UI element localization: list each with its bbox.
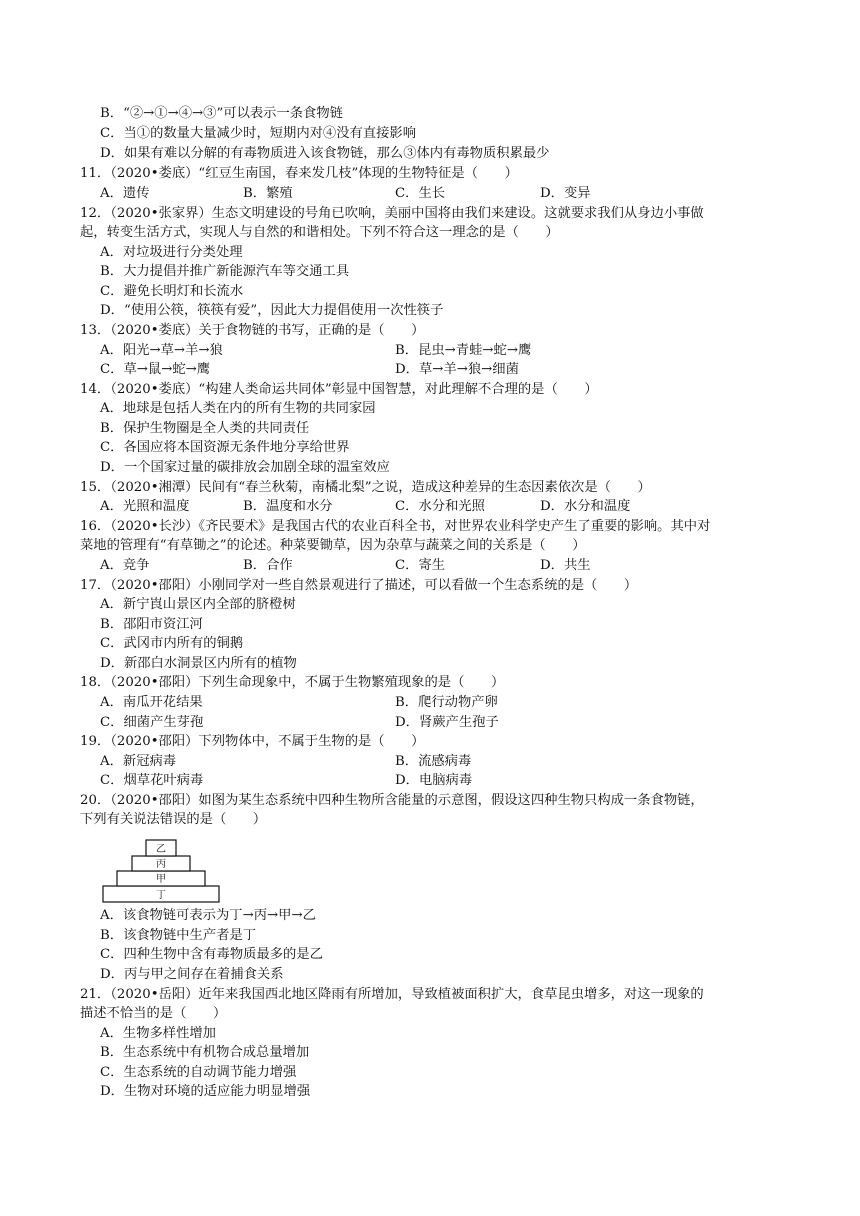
- option-b: B．温度和水分: [243, 499, 333, 514]
- option-c: C．水分和光照: [395, 499, 485, 514]
- option-a: A．南瓜开花结果: [100, 695, 203, 710]
- option-d: D．共生: [540, 558, 591, 573]
- option-a: A．阳光→草→羊→狼: [100, 343, 223, 358]
- option-c: C．烟草花叶病毒: [100, 773, 204, 788]
- option-b: B．爬行动物产卵: [395, 695, 498, 710]
- option-b: B．流感病毒: [395, 754, 472, 769]
- option-a: A．新冠病毒: [100, 754, 177, 769]
- question-17-stem: 17．（2020•邵阳）小刚同学对一些自然景观进行了描述，可以看做一个生态系统的是（ ）: [80, 578, 638, 593]
- question-19-stem: 19．（2020•邵阳）下列物体中，不属于生物的是（ ）: [80, 734, 425, 749]
- option-b: B．“②→①→④→③”可以表示一条食物链: [100, 106, 343, 121]
- option-b: B．大力提倡并推广新能源汽车等交通工具: [100, 264, 350, 279]
- pyramid-label-bing: 丙: [156, 859, 166, 870]
- option-c: C．四种生物中含有毒物质最多的是乙: [100, 947, 323, 962]
- option-d: D．丙与甲之间存在着捕食关系: [100, 967, 284, 982]
- question-20-stem-cont: 下列有关说法错误的是（ ）: [80, 812, 267, 827]
- question-20-stem: 20．（2020•邵阳）如图为某生态系统中四种生物所含能量的示意图，假设这四种生物只构成一条食物链，: [80, 793, 704, 808]
- pyramid-label-jia: 甲: [156, 874, 166, 885]
- question-16-stem: 16．（2020•长沙）《齐民要术》是我国古代的农业百科全书，对世界农业科学史产生了重要的影响。其中对: [80, 519, 711, 534]
- question-21-stem: 21．（2020•岳阳）近年来我国西北地区降雨有所增加，导致植被面积扩大，食草昆虫增多，对这一现象的: [80, 987, 704, 1002]
- option-d: D．如果有难以分解的有毒物质进入该食物链，那么③体内有毒物质积累最少: [100, 146, 550, 161]
- question-12-stem: 12．（2020•张家界）生态文明建设的号角已吹响，美丽中国将由我们来建设。这就要求我们从身边小事做: [80, 206, 704, 221]
- option-b: B．昆虫→青蛙→蛇→鹰: [395, 343, 532, 358]
- option-c: C．避免长明灯和长流水: [100, 284, 244, 299]
- question-14-stem: 14．（2020•娄底）“构建人类命运共同体”彰显中国智慧，对此理解不合理的是（ ）: [80, 382, 598, 397]
- option-c: C．草→鼠→蛇→鹰: [100, 362, 211, 377]
- option-c: C．细菌产生芽孢: [100, 715, 204, 730]
- option-b: B．该食物链中生产者是丁: [100, 928, 257, 943]
- option-a: A．该食物链可表示为丁→丙→甲→乙: [100, 908, 316, 923]
- pyramid-label-yi: 乙: [156, 844, 166, 855]
- question-15-stem: 15．（2020•湘潭）民间有“春兰秋菊，南橘北梨”之说，造成这种差异的生态因素依次是（ ）: [80, 480, 651, 495]
- option-b: B．保护生物圈是全人类的共同责任: [100, 421, 310, 436]
- option-d: D．生物对环境的适应能力明显增强: [100, 1084, 311, 1099]
- question-11-stem: 11．（2020•娄底）“红豆生南国，春来发几枝”体现的生物特征是（ ）: [80, 166, 518, 181]
- option-d: D．肾蕨产生孢子: [395, 715, 499, 730]
- option-a: A．光照和温度: [100, 499, 190, 514]
- option-d: D．变异: [540, 186, 591, 201]
- option-a: A．地球是包括人类在内的所有生物的共同家园: [100, 401, 376, 416]
- pyramid-label-ding: 丁: [156, 890, 166, 901]
- option-a: A．生物多样性增加: [100, 1026, 216, 1041]
- option-d: D．“使用公筷，筷筷有爱”，因此大力提倡使用一次性筷子: [100, 303, 444, 318]
- option-d: D．电脑病毒: [395, 773, 473, 788]
- option-b: B．繁殖: [243, 186, 293, 201]
- option-a: A．遗传: [100, 186, 150, 201]
- energy-pyramid-figure: [102, 838, 220, 904]
- option-c: C．寄生: [395, 558, 446, 573]
- option-a: A．对垃圾进行分类处理: [100, 245, 243, 260]
- option-d: D．水分和温度: [540, 499, 631, 514]
- question-18-stem: 18．（2020•邵阳）下列生命现象中，不属于生物繁殖现象的是（ ）: [80, 675, 505, 690]
- option-b: B．邵阳市资江河: [100, 617, 203, 632]
- option-b: B．生态系统中有机物合成总量增加: [100, 1045, 310, 1060]
- option-c: C．生长: [395, 186, 446, 201]
- option-c: C．生态系统的自动调节能力增强: [100, 1065, 297, 1080]
- option-d: D．新邵白水洞景区内所有的植物: [100, 656, 297, 671]
- question-21-stem-cont: 描述不恰当的是（ ）: [80, 1006, 227, 1021]
- question-13-stem: 13．（2020•娄底）关于食物链的书写，正确的是（ ）: [80, 323, 425, 338]
- option-d: D．草→羊→狼→细菌: [395, 362, 519, 377]
- question-12-stem-cont: 起，转变生活方式，实现人与自然的和谐相处。下列不符合这一理念的是（ ）: [80, 225, 559, 240]
- option-a: A．新宁崀山景区内全部的脐橙树: [100, 597, 296, 612]
- option-c: C．当①的数量大量减少时，短期内对④没有直接影响: [100, 126, 417, 141]
- option-b: B．合作: [243, 558, 293, 573]
- question-16-stem-cont: 菜地的管理有“有草锄之”的论述。种菜要锄草，因为杂草与蔬菜之间的关系是（ ）: [80, 538, 586, 553]
- option-d: D．一个国家过量的碳排放会加剧全球的温室效应: [100, 460, 390, 475]
- option-c: C．各国应将本国资源无条件地分享给世界: [100, 440, 350, 455]
- option-a: A．竞争: [100, 558, 150, 573]
- option-c: C．武冈市内所有的铜鹅: [100, 636, 244, 651]
